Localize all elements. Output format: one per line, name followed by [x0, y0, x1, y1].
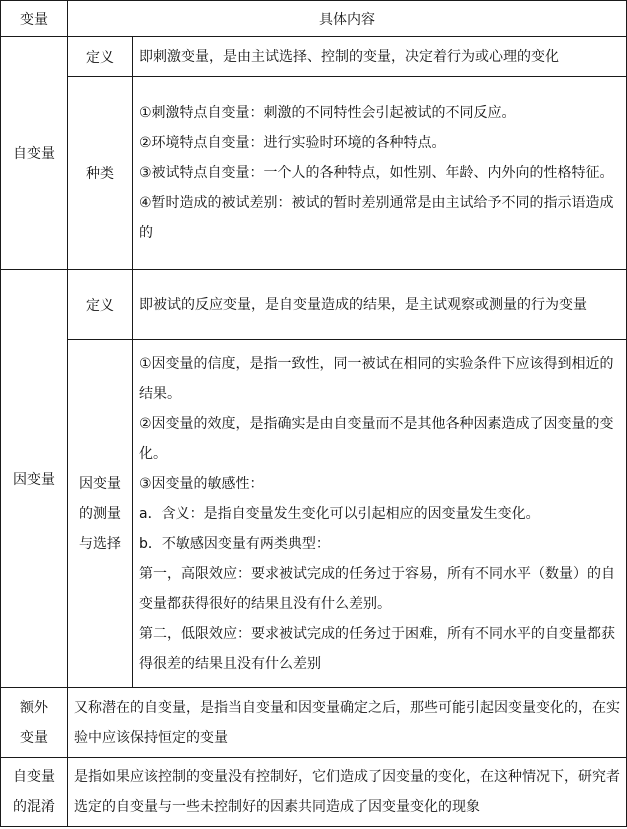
confounding-row [1, 758, 627, 827]
dependent-measure-item: 第一，高限效应：要求被试完成的任务过于容易，所有不同水平（数量）的自变量都获得很好的结果且没有什么差别。 [139, 565, 615, 612]
independent-definition-row [1, 37, 627, 77]
header-row [1, 1, 627, 37]
independent-type-item: ②环境特点自变量：进行实验时环境的各种特点。 [139, 135, 446, 151]
header-variable: 变量 [1, 1, 68, 37]
dependent-measure-item: ③因变量的敏感性： [139, 475, 264, 492]
dependent-measure-label-line: 因变量 [79, 475, 121, 492]
confounding-content: 是指如果应该控制的变量没有控制好，它们造成了因变量的变化，在这种情况下，研究者选定的自变量与一些未控制好的因素共同造成了因变量变化的现象 [68, 758, 627, 827]
confounding-variable-label [1, 758, 68, 827]
extraneous-label-line: 变量 [20, 729, 48, 746]
dependent-measure-item: b．不敏感因变量有两类典型： [139, 535, 330, 552]
confounding-label-line: 自变量 [13, 769, 55, 785]
dependent-measure-item: a．含义：是指自变量发生变化可以引起相应的因变量发生变化。 [139, 505, 540, 522]
independent-types-row [1, 77, 627, 270]
dependent-measure-item: 第二，低限效应：要求被试完成的任务过于困难，所有不同水平的自变量都获得很差的结果且没有什么差别 [139, 625, 615, 672]
dependent-measure-label-line: 的测量 [79, 505, 121, 522]
dependent-measure-label-line: 与选择 [79, 535, 121, 552]
confounding-label-line: 的混淆 [13, 799, 55, 815]
independent-type-item: ④暂时造成的被试差别：被试的暂时差别通常是由主试给予不同的指示语造成的 [139, 195, 614, 241]
extraneous-row [1, 688, 627, 758]
independent-type-item: ③被试特点自变量：一个人的各种特点，如性别、年龄、内外向的性格特征。 [139, 165, 614, 181]
header-content: 具体内容 [68, 1, 627, 37]
dependent-definition-label: 定义 [68, 270, 133, 340]
dependent-definition-text: 即被试的反应变量，是自变量造成的结果，是主试观察或测量的行为变量 [133, 270, 627, 340]
extraneous-label-line: 额外 [20, 699, 48, 716]
independent-types-label: 种类 [68, 77, 133, 270]
independent-definition-text: 即刺激变量，是由主试选择、控制的变量，决定着行为或心理的变化 [133, 37, 627, 77]
independent-type-item: ①刺激特点自变量：刺激的不同特性会引起被试的不同反应。 [139, 105, 516, 121]
dependent-definition-row [1, 270, 627, 340]
extraneous-variable-label [1, 688, 68, 758]
dependent-measure-row [1, 340, 627, 688]
independent-variable-label: 自变量 [1, 37, 68, 270]
independent-definition-label: 定义 [68, 37, 133, 77]
dependent-measure-list [133, 340, 627, 688]
independent-types-list [133, 77, 627, 270]
dependent-measure-item: ①因变量的信度，是指一致性，同一被试在相同的实验条件下应该得到相近的结果。 [139, 355, 614, 402]
extraneous-content: 又称潜在的自变量，是指当自变量和因变量确定之后，那些可能引起因变量变化的，在实验中应该保持恒定的变量 [68, 688, 627, 758]
dependent-measure-label [68, 340, 133, 688]
dependent-measure-item: ②因变量的效度，是指确实是由自变量而不是其他各种因素造成了因变量的变化。 [139, 415, 614, 462]
dependent-variable-label: 因变量 [1, 270, 68, 688]
